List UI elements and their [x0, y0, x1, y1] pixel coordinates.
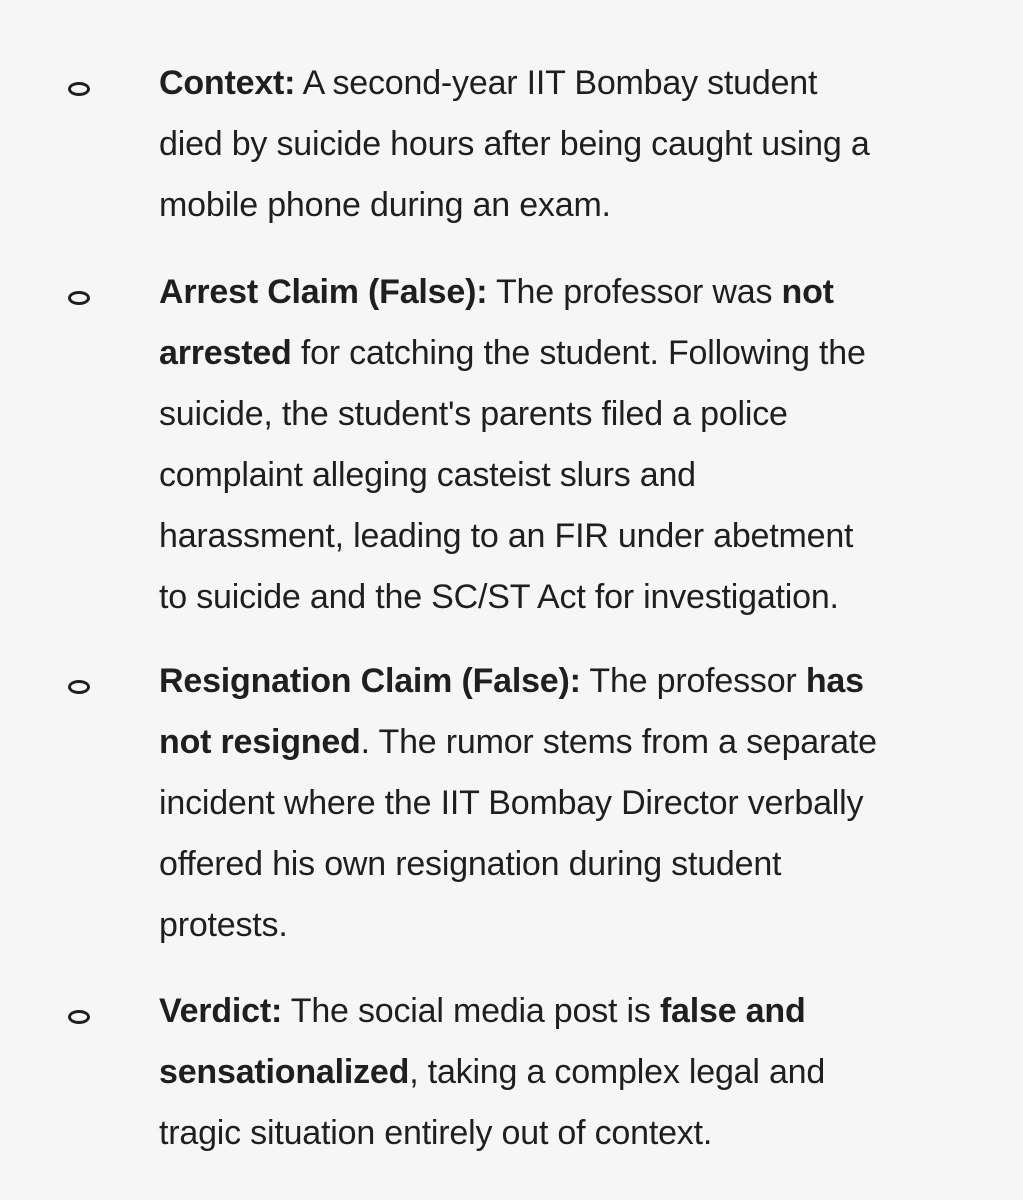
bold-text: sensationalized	[159, 1053, 410, 1091]
text-line	[159, 981, 959, 1042]
text-line	[159, 53, 959, 114]
text-line	[159, 1042, 959, 1103]
text-line	[159, 175, 959, 236]
text-line	[159, 567, 959, 628]
body-text: for catching the student. Following the	[291, 334, 866, 372]
body-text: . The rumor stems from a separate	[360, 723, 877, 761]
text-line	[159, 384, 959, 445]
body-text: tragic situation entirely out of context.	[159, 1114, 713, 1152]
bold-text: has	[805, 662, 864, 700]
text-line	[159, 506, 959, 567]
body-text: died by suicide hours after being caught using a	[159, 125, 870, 163]
body-text: offered his own resignation during student	[159, 845, 782, 883]
body-text: A second-year IIT Bombay student	[295, 64, 818, 102]
bold-text: Verdict:	[159, 992, 283, 1030]
list-item-text	[159, 981, 959, 1164]
text-line	[159, 114, 959, 175]
text-line	[159, 773, 959, 834]
list-item-text	[159, 53, 959, 236]
bold-text: arrested	[159, 334, 292, 372]
bold-text: not	[781, 273, 834, 311]
list-item-text	[159, 651, 959, 956]
body-text: The professor	[580, 662, 806, 700]
bold-text: false and	[659, 992, 806, 1030]
body-text: mobile phone during an exam.	[159, 186, 611, 224]
body-text: The social media post is	[282, 992, 660, 1030]
hollow-circle-bullet-icon	[68, 1010, 90, 1024]
text-line	[159, 712, 959, 773]
body-text: suicide, the student's parents filed a police	[159, 395, 788, 433]
text-line	[159, 1103, 959, 1164]
text-line	[159, 262, 959, 323]
body-text: incident where the IIT Bombay Director verbally	[159, 784, 864, 822]
hollow-circle-bullet-icon	[68, 680, 90, 694]
text-line	[159, 445, 959, 506]
text-line	[159, 323, 959, 384]
body-text: , taking a complex legal and	[409, 1053, 826, 1091]
bold-text: Resignation Claim (False):	[159, 662, 581, 700]
bold-text: Arrest Claim (False):	[159, 273, 488, 311]
body-text: to suicide and the SC/ST Act for investigation.	[159, 578, 839, 616]
list-item-text	[159, 262, 959, 628]
hollow-circle-bullet-icon	[68, 291, 90, 305]
body-text: harassment, leading to an FIR under abetment	[159, 517, 854, 555]
text-line	[159, 834, 959, 895]
bold-text: not resigned	[159, 723, 361, 761]
body-text: protests.	[159, 906, 288, 944]
body-text: complaint alleging casteist slurs and	[159, 456, 696, 494]
text-line	[159, 895, 959, 956]
body-text: The professor was	[487, 273, 782, 311]
text-line	[159, 651, 959, 712]
hollow-circle-bullet-icon	[68, 82, 90, 96]
bold-text: Context:	[159, 64, 296, 102]
